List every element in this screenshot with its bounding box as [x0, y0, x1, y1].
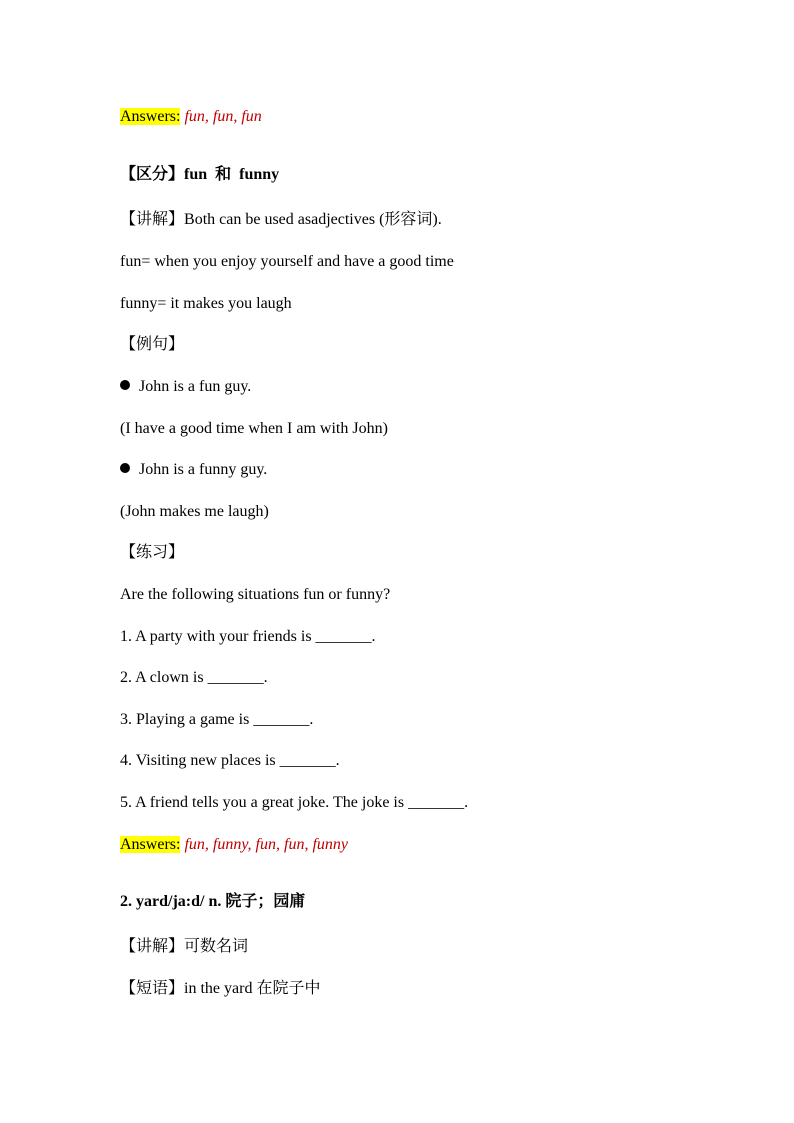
explain-bracket: 【讲解】	[120, 938, 185, 955]
explain-line	[120, 210, 442, 230]
definition-funny: funny= it makes you laugh	[120, 295, 292, 312]
distinguish-text: fun 和 funny	[184, 166, 280, 183]
phrase-line	[120, 979, 320, 999]
answers-text: fun, fun, fun	[184, 108, 262, 125]
explain-bracket: 【讲解】	[120, 211, 185, 228]
explain-text: 可数名词	[184, 938, 249, 955]
example-1-meaning: (I have a good time when I am with John)	[120, 420, 388, 437]
practice-question: Are the following situations fun or funny?	[120, 586, 391, 603]
distinguish-heading	[120, 165, 279, 185]
example-1	[120, 377, 251, 397]
word-heading: 2. yard/ja:d/ n. 院子；园庯	[120, 893, 306, 910]
answers-text: fun, funny, fun, fun, funny	[184, 836, 348, 853]
phrase-bracket: 【短语】	[120, 980, 185, 997]
explain-line-2	[120, 937, 248, 957]
bullet-icon	[120, 380, 130, 390]
example-2	[120, 460, 267, 480]
example-2-sentence: John is a funny guy.	[139, 461, 268, 478]
example-1-sentence: John is a fun guy.	[139, 378, 252, 395]
answers-label: Answers:	[120, 836, 181, 853]
phrase-text: in the yard 在院子中	[184, 980, 321, 997]
answers-label: Answers:	[120, 108, 181, 125]
examples-heading: 【例句】	[120, 336, 185, 353]
practice-item-1: 1. A party with your friends is _______.	[120, 628, 376, 645]
answers-line-2	[120, 835, 348, 855]
practice-item-2: 2. A clown is _______.	[120, 669, 268, 686]
example-2-meaning: (John makes me laugh)	[120, 503, 269, 520]
practice-item-5: 5. A friend tells you a great joke. The joke is _______.	[120, 794, 469, 811]
practice-item-3: 3. Playing a game is _______.	[120, 711, 314, 728]
answers-line-1	[120, 107, 262, 127]
practice-item-4: 4. Visiting new places is _______.	[120, 752, 340, 769]
definition-fun: fun= when you enjoy yourself and have a good time	[120, 253, 454, 270]
distinguish-bracket: 【区分】	[120, 166, 185, 183]
practice-heading: 【练习】	[120, 544, 185, 561]
bullet-icon	[120, 463, 130, 473]
explain-text: Both can be used asadjectives (形容词).	[184, 211, 442, 228]
